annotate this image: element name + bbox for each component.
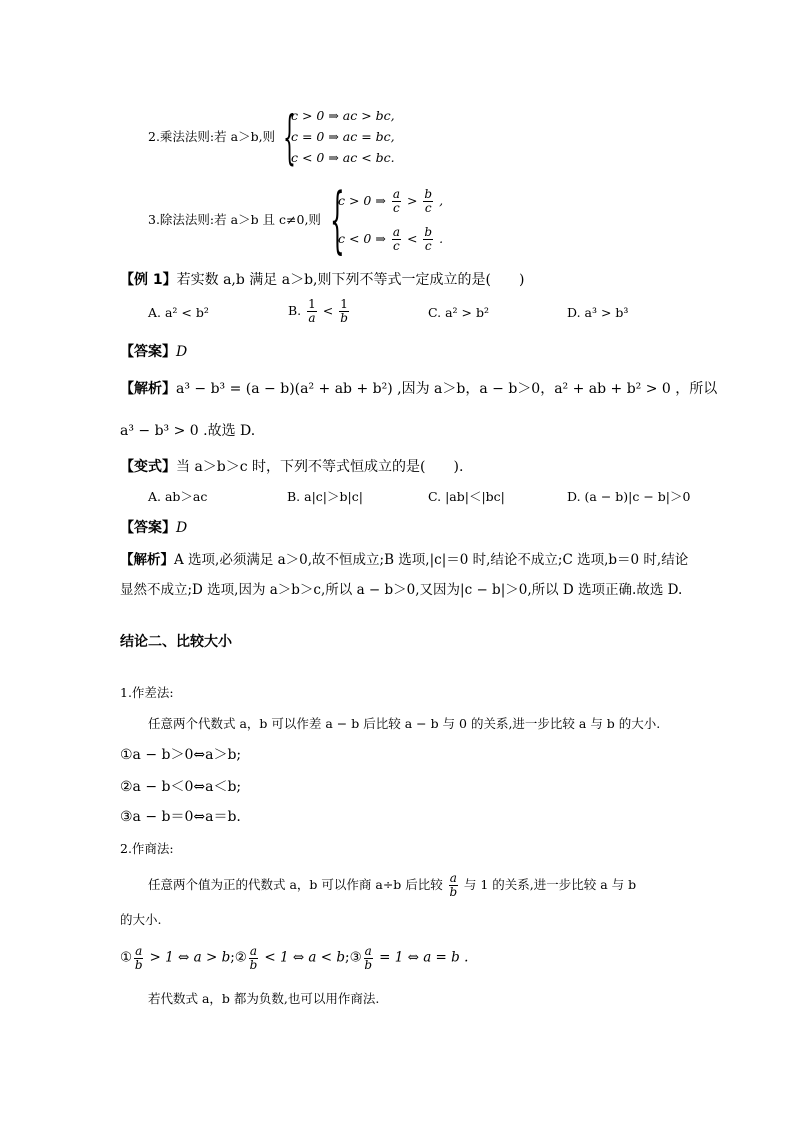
- rule2-label: 2.乘法法则:若 a＞b,则: [148, 129, 276, 144]
- variant-analysis-line2: 显然不成立;D 选项,因为 a＞b＞c,所以 a − b＞0,又因为|c − b|＞0,所以 D 选项正确.故选 D.: [120, 582, 683, 598]
- rule2-brace: {: [283, 103, 296, 171]
- section2-item3: ③a − b＝0⇔a＝b.: [120, 809, 241, 825]
- section2-item2: ②a − b＜0⇔a＜b;: [120, 779, 242, 795]
- rule3-line2: c < 0 ⇒ $\frac{a}{c}$ < $\frac{b}{c}$ .: [338, 225, 444, 253]
- example1-analysis-line1: 【解析】a³ − b³ = (a − b)(a² + ab + b²) ,因为 a＞b，a − b＞0，a² + ab + b² > 0 ，所以: [120, 381, 718, 397]
- example1-analysis-line2: a³ − b³ > 0 .故选 D.: [120, 423, 256, 439]
- variant-answer: 【答案】D: [120, 520, 188, 536]
- example1-option-a: A. a² < b²: [148, 305, 209, 320]
- example1-answer: 【答案】D: [120, 344, 188, 360]
- section2-sub1-text: 任意两个代数式 a，b 可以作差 a − b 后比较 a − b 与 0 的关系,进一步比较 a 与 b 的大小.: [148, 716, 661, 731]
- example1-option-d: D. a³ > b³: [567, 305, 629, 320]
- section2-title: 结论二、比较大小: [120, 634, 232, 650]
- section2-final: 若代数式 a，b 都为负数,也可以用作商法.: [148, 991, 380, 1006]
- example1-tag: 【例 1】: [120, 272, 177, 288]
- variant-option-d: D. (a − b)|c − b|＞0: [567, 489, 691, 504]
- variant-option-c: C. |ab|＜|bc|: [428, 489, 505, 504]
- variant-heading: 【变式】当 a＞b＞c 时，下列不等式恒成立的是( ).: [120, 459, 464, 475]
- example1-heading: [120, 273, 524, 287]
- section2-sub2-text-line2: 的大小.: [120, 912, 162, 927]
- rule2-line2: c = 0 ⇒ ac = bc,: [291, 129, 395, 144]
- variant-analysis-line1: 【解析】A 选项,必须满足 a＞0,故不恒成立;B 选项,|c|＝0 时,结论不成立;C 选项,b＝0 时,结论: [120, 552, 689, 568]
- section2-sub1: 1.作差法:: [120, 685, 174, 700]
- section2-sub2: 2.作商法:: [120, 841, 174, 856]
- section2-quotient-items: ① $\frac{a}{b}$ > 1 ⇔ a > b;② $\frac{a}{b}$ < 1 ⇔ a < b;③ $\frac{a}{b}$ = 1 ⇔ a = b .: [120, 944, 469, 972]
- section2-sub2-text: 任意两个值为正的代数式 a，b 可以作商 a÷b 后比较 $\frac{a}{b}$ 与 1 的关系,进一步比较 a 与 b: [148, 871, 637, 899]
- variant-option-b: B. a|c|＞b|c|: [287, 489, 363, 504]
- rule3-brace: {: [330, 177, 345, 261]
- rule2-line3: c < 0 ⇒ ac < bc.: [291, 150, 395, 165]
- rule2-line1: c > 0 ⇒ ac > bc,: [291, 108, 395, 123]
- rule3-line1: c > 0 ⇒ $\frac{a}{c}$ > $\frac{b}{c}$ ,: [338, 187, 444, 215]
- rule3-label: 3.除法法则:若 a＞b 且 c≠0,则: [148, 212, 321, 227]
- example1-question: 若实数 a,b 满足 a＞b,则下列不等式一定成立的是( ): [176, 272, 525, 288]
- variant-option-a: A. ab＞ac: [148, 489, 208, 504]
- section2-item1: ①a − b＞0⇔a＞b;: [120, 747, 242, 763]
- example1-option-c: C. a² > b²: [428, 305, 489, 320]
- example1-option-b: B. $\frac{1}{a}$ < $\frac{1}{b}$: [288, 297, 348, 325]
